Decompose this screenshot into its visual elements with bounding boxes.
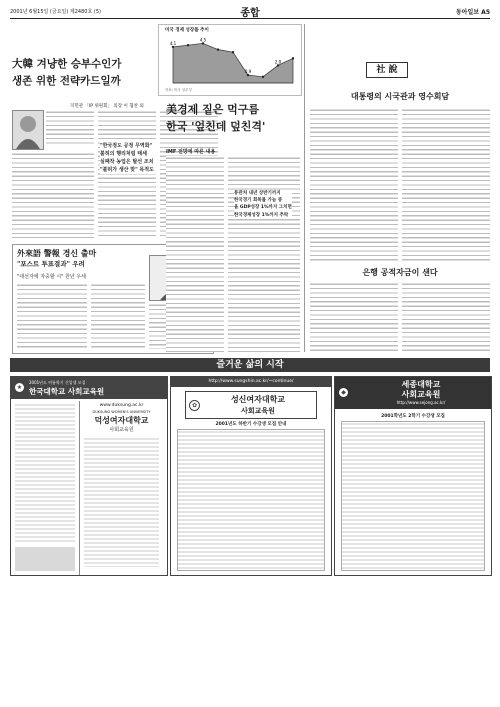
article-headline [12, 58, 162, 87]
ad-banner: 즐거운 삶의 시작 [10, 358, 490, 372]
ad-table [177, 429, 325, 571]
ad-duksung[interactable] [10, 376, 168, 576]
ad-url[interactable]: http://www.sungshin.ac.kr/~continue/ [171, 377, 331, 387]
article-body [12, 152, 94, 238]
box-body [17, 283, 87, 349]
editorial-headline-2: 은행 공적자금이 샌다 [362, 267, 438, 277]
subhead: 올 GDP성장 1%까지 그치면 [234, 205, 292, 211]
ad-name: 세종대학교 [401, 379, 441, 389]
subhead: 실패작 농업은 탈선 조치 [100, 159, 154, 165]
subhead: "불허가 생산 맞" 목적도 [100, 167, 154, 173]
editorial-body [402, 108, 490, 262]
ad-name: 성신여자대학교 [230, 394, 286, 404]
box-subtitle-2: "대선자에 자중할 시" 원년 우세 [17, 274, 86, 280]
article-body [98, 110, 156, 238]
ad-right-panel [79, 401, 163, 576]
article-body [228, 156, 300, 352]
ad-lead: 2001학년도 2학기 수강생 모집 [381, 414, 445, 419]
column-divider [304, 24, 305, 352]
page-header [10, 4, 490, 19]
data-point [172, 46, 174, 48]
ad-name: 덕성여자대학교 [94, 415, 149, 425]
subhead: 한국경기 회복률 가늠 중 [234, 198, 283, 204]
ad-title-box [185, 391, 317, 419]
data-label: 2.0 [274, 59, 282, 65]
inset-title: IMF 전망에 따른 내용 [166, 149, 216, 155]
ad-org-top: DUKSUNG WOMEN'S UNIVERSITY [92, 410, 151, 414]
logo-icon: ★ [16, 384, 23, 391]
data-label: 0.9 [244, 69, 252, 75]
ad-table [341, 421, 485, 571]
headline-line-2: 한국 '엎친데 덮친격' [166, 119, 266, 133]
author-photo [12, 110, 44, 150]
ad-lead: 2001년도 여름학기 신입생 모집 [29, 380, 86, 385]
data-point [187, 44, 189, 46]
article-body [46, 110, 94, 146]
chart-source: 자료: 미국 상무부 [165, 88, 193, 92]
headline-line-1: 大韓 겨냥한 승부수인가 [12, 58, 122, 70]
section-name: 종합 [240, 8, 260, 19]
chart-plot [159, 25, 301, 95]
ad-tag: 사회교육원 [109, 427, 134, 433]
subhead: 한국경제성장 1%까지 추락 [234, 212, 289, 218]
ad-sejong[interactable] [334, 376, 492, 576]
subhead: 불허의 행리처럼 태세 [100, 151, 147, 157]
data-point [232, 51, 234, 53]
ad-header [11, 377, 167, 399]
subhead: 통관처 내년 상반기까지 [234, 191, 281, 196]
data-point [292, 57, 294, 59]
byline: 지민관 「IP 위원회」 의장 이 협찬 외 [70, 104, 144, 109]
center-subheads [234, 190, 292, 219]
logo-icon: ◆ [339, 388, 348, 397]
data-point [277, 64, 279, 66]
center-headline [166, 104, 301, 133]
editorial-label: 社 說 [366, 62, 408, 78]
editorial-body [310, 108, 398, 262]
growth-chart [158, 24, 302, 96]
ad-body [15, 403, 75, 543]
ad-header [335, 377, 491, 409]
headline-line-1: 美경제 짙은 먹구름 [166, 103, 260, 116]
data-label: 4.1 [169, 40, 177, 46]
box-subtitle: "포스트 투표결과" 우려 [17, 260, 85, 268]
paper-name: 동아일보 [455, 9, 480, 16]
box-title: 外來語 警報 경신 출마 [17, 248, 97, 258]
data-point [247, 74, 249, 76]
headline-line-2: 생존 위한 전략카드일까 [12, 75, 121, 88]
box-body [91, 283, 145, 349]
subhead: "한국정도 공정 무역화" [100, 143, 153, 149]
ad-tag: 사회교육원 [401, 389, 441, 399]
data-label: 4.5 [199, 37, 207, 43]
ad-photo [15, 547, 75, 571]
chart-title: 미국 경제 성장률 추이 [165, 28, 209, 33]
paper-page [456, 7, 490, 16]
page-number: A5 [481, 9, 490, 16]
data-point [217, 48, 219, 50]
ad-url[interactable]: www.duksung.ac.kr [99, 403, 144, 408]
date-info: 2001년 6월15일 (금요일) 제2480호 (5) [10, 9, 101, 15]
editorial-body [402, 282, 490, 352]
ad-lead: 2001년도 하반기 수강생 모집 안내 [215, 422, 287, 427]
ad-headline: 한국대학교 사회교육원 [29, 387, 105, 396]
ad-tag: 사회교육원 [241, 406, 275, 415]
ad-url[interactable]: http://www.sejong.ac.kr/ [396, 400, 446, 405]
ad-sungshin[interactable] [170, 376, 332, 576]
editorial-headline-1: 대통령의 시국관과 영수회담 [350, 91, 450, 101]
ad-body [84, 437, 159, 567]
editorial-body [310, 282, 398, 352]
logo-icon: ✿ [189, 400, 200, 411]
subhead-list [100, 142, 156, 174]
data-point [202, 42, 204, 44]
article-body [166, 156, 224, 352]
data-point [262, 76, 264, 78]
